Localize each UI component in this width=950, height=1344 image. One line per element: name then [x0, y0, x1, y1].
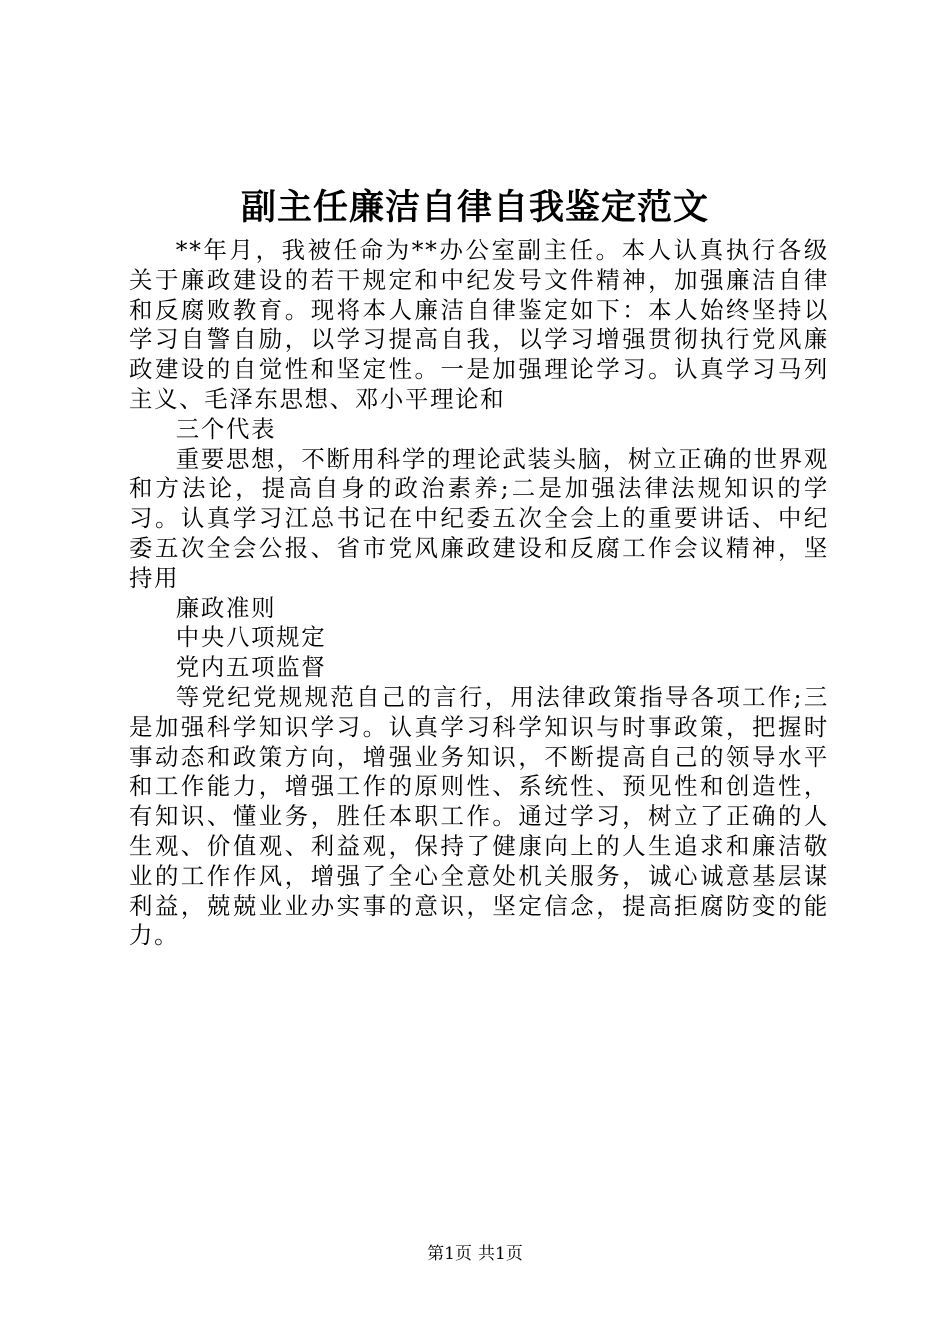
- paragraph-intro: **年月，我被任命为**办公室副主任。本人认真执行各级关于廉政建设的若干规定和中纪发号文件精神，加强廉洁自律和反腐败教育。现将本人廉洁自律鉴定如下：本人始终坚持以学习自警自励，以学习提高自我，以学习增强贯彻执行党风廉政建设的自觉性和坚定性。一是加强理论学习。认真学习马列主义、毛泽东思想、邓小平理论和: [129, 236, 829, 413]
- paragraph-integrity-code: 廉政准则: [175, 593, 277, 622]
- document-body: [129, 236, 829, 951]
- paragraph-conclusion: 等党纪党规规范自己的言行，用法律政策指导各项工作;三是加强科学知识学习。认真学习科学知识与时事政策，把握时事动态和政策方向，增强业务知识，不断提高自己的领导水平和工作能力，增强工作的原则性、系统性、预见性和创造性，有知识、懂业务，胜任本职工作。通过学习，树立了正确的人生观、价值观、利益观，保持了健康向上的人生追求和廉洁敬业的工作作风，增强了全心全意处机关服务，诚心诚意基层谋利益，兢兢业业办实事的意识，坚定信念，提高拒腐防变的能力。: [129, 682, 829, 950]
- paragraph-five-supervisions: 党内五项监督: [175, 653, 327, 682]
- paragraph-eight-rules: 中央八项规定: [175, 623, 327, 652]
- paragraph-theory-law: 重要思想，不断用科学的理论武装头脑，树立正确的世界观和方法论，提高自身的政治素养;二是加强法律法规知识的学习。认真学习江总书记在中纪委五次全会上的重要讲话、中纪委五次全会公报、省市党风廉政建设和反腐工作会议精神，坚持用: [129, 444, 829, 592]
- page-number: 第1页: [427, 1244, 472, 1264]
- page-footer: [0, 1243, 950, 1265]
- page-total: 共1页: [478, 1244, 523, 1264]
- document-title: 副主任廉洁自律自我鉴定范文: [240, 187, 709, 228]
- paragraph-three-represents: 三个代表: [175, 414, 277, 443]
